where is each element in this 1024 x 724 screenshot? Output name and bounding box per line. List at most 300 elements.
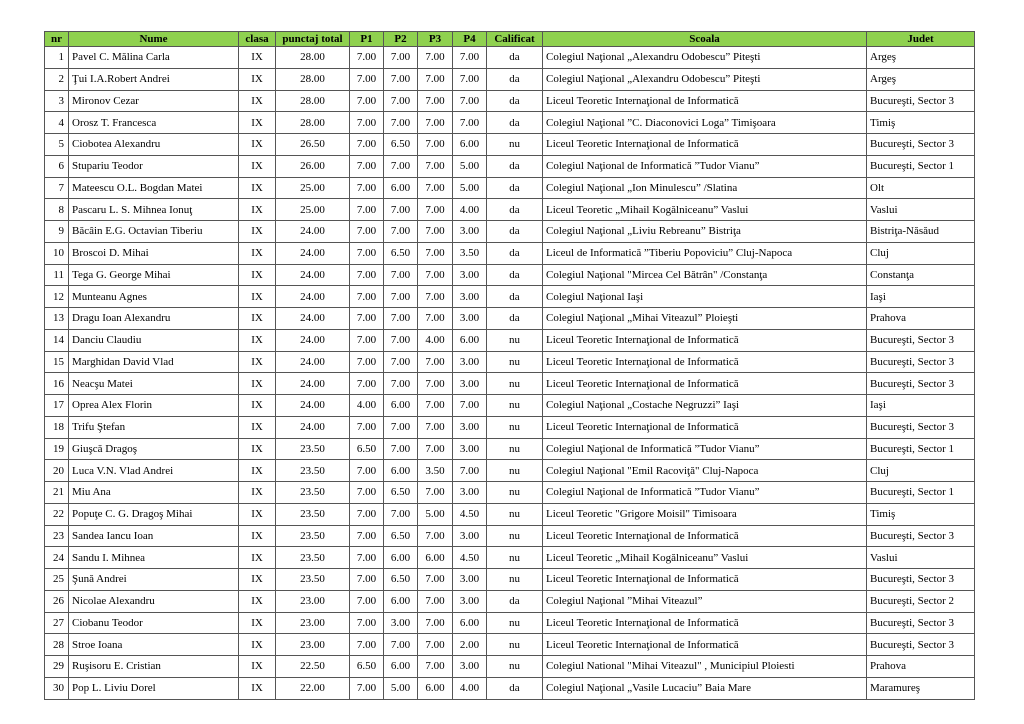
cell-nume: Orosz T. Francesca — [69, 112, 239, 134]
cell-calificat: nu — [487, 134, 543, 156]
header-p4: P4 — [453, 32, 487, 47]
cell-p3: 7.00 — [418, 482, 453, 504]
cell-scoala: Colegiul Naţional „Ion Minulescu” /Slatina — [543, 177, 867, 199]
header-nume: Nume — [69, 32, 239, 47]
table-row — [45, 286, 975, 308]
cell-nume: Stupariu Teodor — [69, 155, 239, 177]
cell-p2: 6.00 — [384, 395, 418, 417]
cell-nr: 26 — [45, 590, 69, 612]
cell-nume: Ciobotea Alexandru — [69, 134, 239, 156]
cell-p2: 6.00 — [384, 177, 418, 199]
cell-p3: 7.00 — [418, 308, 453, 330]
cell-punctaj-total: 22.50 — [276, 656, 350, 678]
cell-p1: 7.00 — [350, 134, 384, 156]
cell-scoala: Colegiul Naţional Iaşi — [543, 286, 867, 308]
cell-p1: 7.00 — [350, 90, 384, 112]
cell-p4: 3.00 — [453, 286, 487, 308]
cell-clasa: IX — [239, 460, 276, 482]
cell-p4: 7.00 — [453, 90, 487, 112]
cell-scoala: Colegiul Naţional „Mihai Viteazul” Ploieşti — [543, 308, 867, 330]
cell-p2: 6.50 — [384, 134, 418, 156]
table-row — [45, 525, 975, 547]
cell-calificat: da — [487, 242, 543, 264]
header-clasa: clasa — [239, 32, 276, 47]
cell-clasa: IX — [239, 308, 276, 330]
cell-p1: 7.00 — [350, 177, 384, 199]
cell-scoala: Colegiul Naţional ”C. Diaconovici Loga” Timişoara — [543, 112, 867, 134]
cell-p4: 2.00 — [453, 634, 487, 656]
cell-nume: Mironov Cezar — [69, 90, 239, 112]
cell-p3: 7.00 — [418, 373, 453, 395]
header-punctaj-total: punctaj total — [276, 32, 350, 47]
cell-p4: 4.00 — [453, 199, 487, 221]
cell-clasa: IX — [239, 199, 276, 221]
cell-p4: 3.50 — [453, 242, 487, 264]
cell-punctaj-total: 24.00 — [276, 242, 350, 264]
cell-p1: 7.00 — [350, 199, 384, 221]
cell-nr: 21 — [45, 482, 69, 504]
cell-p4: 7.00 — [453, 68, 487, 90]
cell-scoala: Colegiul Naţional de Informatică ”Tudor Vianu” — [543, 155, 867, 177]
table-row — [45, 308, 975, 330]
cell-p1: 7.00 — [350, 264, 384, 286]
cell-nume: Tega G. George Mihai — [69, 264, 239, 286]
cell-p3: 3.50 — [418, 460, 453, 482]
cell-clasa: IX — [239, 221, 276, 243]
cell-p1: 7.00 — [350, 308, 384, 330]
table-row — [45, 242, 975, 264]
cell-p1: 7.00 — [350, 329, 384, 351]
cell-scoala: Colegiul Naţional „Alexandru Odobescu” Piteşti — [543, 47, 867, 69]
cell-nr: 6 — [45, 155, 69, 177]
cell-clasa: IX — [239, 155, 276, 177]
cell-nr: 24 — [45, 547, 69, 569]
cell-nr: 23 — [45, 525, 69, 547]
cell-clasa: IX — [239, 90, 276, 112]
cell-p4: 6.00 — [453, 329, 487, 351]
cell-clasa: IX — [239, 590, 276, 612]
cell-punctaj-total: 23.00 — [276, 612, 350, 634]
cell-scoala: Liceul Teoretic "Grigore Moisil" Timisoara — [543, 503, 867, 525]
cell-p1: 7.00 — [350, 286, 384, 308]
cell-nume: Ţui I.A.Robert Andrei — [69, 68, 239, 90]
cell-p3: 7.00 — [418, 47, 453, 69]
cell-p2: 7.00 — [384, 199, 418, 221]
cell-nr: 28 — [45, 634, 69, 656]
cell-p2: 7.00 — [384, 503, 418, 525]
cell-p1: 7.00 — [350, 547, 384, 569]
cell-punctaj-total: 24.00 — [276, 351, 350, 373]
cell-p4: 6.00 — [453, 134, 487, 156]
cell-p1: 4.00 — [350, 395, 384, 417]
cell-p3: 7.00 — [418, 90, 453, 112]
table-row — [45, 395, 975, 417]
cell-nume: Ciobanu Teodor — [69, 612, 239, 634]
cell-p3: 7.00 — [418, 112, 453, 134]
cell-p3: 7.00 — [418, 351, 453, 373]
cell-p2: 5.00 — [384, 677, 418, 699]
cell-p3: 7.00 — [418, 177, 453, 199]
cell-judet: Bucureşti, Sector 3 — [867, 569, 975, 591]
cell-punctaj-total: 23.50 — [276, 525, 350, 547]
cell-clasa: IX — [239, 677, 276, 699]
cell-p4: 7.00 — [453, 47, 487, 69]
cell-p2: 7.00 — [384, 634, 418, 656]
header-scoala: Scoala — [543, 32, 867, 47]
cell-p3: 6.00 — [418, 677, 453, 699]
cell-calificat: nu — [487, 351, 543, 373]
cell-nume: Pavel C. Mălina Carla — [69, 47, 239, 69]
cell-nume: Băcâin E.G. Octavian Tiberiu — [69, 221, 239, 243]
table-row — [45, 90, 975, 112]
cell-calificat: nu — [487, 482, 543, 504]
table-row — [45, 199, 975, 221]
cell-nr: 9 — [45, 221, 69, 243]
cell-p2: 6.00 — [384, 547, 418, 569]
cell-clasa: IX — [239, 525, 276, 547]
cell-clasa: IX — [239, 569, 276, 591]
table-row — [45, 547, 975, 569]
cell-clasa: IX — [239, 612, 276, 634]
cell-clasa: IX — [239, 242, 276, 264]
cell-p2: 7.00 — [384, 90, 418, 112]
cell-p1: 7.00 — [350, 112, 384, 134]
cell-nr: 19 — [45, 438, 69, 460]
cell-p4: 5.00 — [453, 155, 487, 177]
cell-calificat: da — [487, 286, 543, 308]
cell-scoala: Liceul Teoretic Internaţional de Informatică — [543, 134, 867, 156]
cell-p4: 3.00 — [453, 416, 487, 438]
cell-p4: 4.00 — [453, 677, 487, 699]
cell-judet: Bucureşti, Sector 3 — [867, 416, 975, 438]
cell-p3: 7.00 — [418, 612, 453, 634]
cell-punctaj-total: 24.00 — [276, 264, 350, 286]
cell-p2: 7.00 — [384, 438, 418, 460]
table-row — [45, 677, 975, 699]
cell-nume: Pascaru L. S. Mihnea Ionuţ — [69, 199, 239, 221]
header-p1: P1 — [350, 32, 384, 47]
cell-judet: Iaşi — [867, 395, 975, 417]
cell-p4: 3.00 — [453, 590, 487, 612]
cell-p4: 7.00 — [453, 112, 487, 134]
cell-p3: 7.00 — [418, 134, 453, 156]
cell-clasa: IX — [239, 177, 276, 199]
cell-nr: 30 — [45, 677, 69, 699]
cell-clasa: IX — [239, 482, 276, 504]
cell-nume: Mateescu O.L. Bogdan Matei — [69, 177, 239, 199]
cell-p1: 7.00 — [350, 155, 384, 177]
cell-punctaj-total: 28.00 — [276, 90, 350, 112]
cell-judet: Prahova — [867, 308, 975, 330]
cell-clasa: IX — [239, 634, 276, 656]
cell-p1: 7.00 — [350, 460, 384, 482]
cell-scoala: Colegiul Naţional „Vasile Lucaciu” Baia Mare — [543, 677, 867, 699]
cell-judet: Bucureşti, Sector 1 — [867, 155, 975, 177]
cell-scoala: Colegiul Naţional „Costache Negruzzi” Iaşi — [543, 395, 867, 417]
cell-p1: 7.00 — [350, 221, 384, 243]
cell-nume: Miu Ana — [69, 482, 239, 504]
cell-calificat: da — [487, 264, 543, 286]
cell-punctaj-total: 24.00 — [276, 395, 350, 417]
cell-punctaj-total: 23.50 — [276, 438, 350, 460]
table-row — [45, 47, 975, 69]
cell-p4: 3.00 — [453, 482, 487, 504]
cell-judet: Bucureşti, Sector 3 — [867, 612, 975, 634]
table-row — [45, 438, 975, 460]
cell-p3: 7.00 — [418, 395, 453, 417]
cell-punctaj-total: 24.00 — [276, 373, 350, 395]
cell-calificat: nu — [487, 569, 543, 591]
cell-nr: 4 — [45, 112, 69, 134]
cell-p4: 7.00 — [453, 395, 487, 417]
header-p2: P2 — [384, 32, 418, 47]
cell-nr: 25 — [45, 569, 69, 591]
cell-calificat: da — [487, 677, 543, 699]
cell-punctaj-total: 26.00 — [276, 155, 350, 177]
cell-scoala: Liceul Teoretic Internaţional de Informatică — [543, 373, 867, 395]
cell-calificat: nu — [487, 525, 543, 547]
cell-judet: Cluj — [867, 242, 975, 264]
cell-p4: 6.00 — [453, 612, 487, 634]
cell-judet: Bucureşti, Sector 3 — [867, 90, 975, 112]
cell-nr: 1 — [45, 47, 69, 69]
cell-p1: 7.00 — [350, 68, 384, 90]
cell-p2: 6.50 — [384, 569, 418, 591]
table-row — [45, 612, 975, 634]
cell-nume: Luca V.N. Vlad Andrei — [69, 460, 239, 482]
cell-p2: 6.00 — [384, 460, 418, 482]
cell-judet: Iaşi — [867, 286, 975, 308]
cell-p1: 7.00 — [350, 677, 384, 699]
cell-p2: 6.50 — [384, 525, 418, 547]
cell-p2: 7.00 — [384, 329, 418, 351]
table-row — [45, 351, 975, 373]
cell-calificat: nu — [487, 634, 543, 656]
cell-nume: Trifu Ştefan — [69, 416, 239, 438]
table-row — [45, 155, 975, 177]
cell-nr: 5 — [45, 134, 69, 156]
cell-punctaj-total: 23.50 — [276, 482, 350, 504]
cell-nr: 7 — [45, 177, 69, 199]
table-row — [45, 221, 975, 243]
cell-scoala: Colegiul Naţional ”Mihai Viteazul” — [543, 590, 867, 612]
cell-p1: 7.00 — [350, 525, 384, 547]
cell-punctaj-total: 23.00 — [276, 634, 350, 656]
cell-scoala: Colegiul Naţional „Alexandru Odobescu” Piteşti — [543, 68, 867, 90]
cell-punctaj-total: 24.00 — [276, 286, 350, 308]
cell-judet: Cluj — [867, 460, 975, 482]
cell-judet: Bucureşti, Sector 1 — [867, 438, 975, 460]
cell-judet: Argeş — [867, 47, 975, 69]
cell-nume: Sandu I. Mihnea — [69, 547, 239, 569]
cell-clasa: IX — [239, 264, 276, 286]
cell-clasa: IX — [239, 134, 276, 156]
cell-p2: 7.00 — [384, 264, 418, 286]
cell-nr: 22 — [45, 503, 69, 525]
cell-p1: 7.00 — [350, 482, 384, 504]
cell-calificat: nu — [487, 373, 543, 395]
cell-nr: 15 — [45, 351, 69, 373]
cell-p4: 3.00 — [453, 569, 487, 591]
cell-punctaj-total: 24.00 — [276, 416, 350, 438]
cell-scoala: Colegiul Naţional "Emil Racoviţă" Cluj-Napoca — [543, 460, 867, 482]
cell-punctaj-total: 25.00 — [276, 199, 350, 221]
cell-p3: 4.00 — [418, 329, 453, 351]
cell-nume: Nicolae Alexandru — [69, 590, 239, 612]
cell-p2: 7.00 — [384, 373, 418, 395]
cell-nume: Dragu Ioan Alexandru — [69, 308, 239, 330]
cell-p1: 7.00 — [350, 503, 384, 525]
cell-judet: Bucureşti, Sector 1 — [867, 482, 975, 504]
cell-clasa: IX — [239, 68, 276, 90]
cell-p1: 7.00 — [350, 373, 384, 395]
cell-nr: 13 — [45, 308, 69, 330]
cell-judet: Bucureşti, Sector 3 — [867, 351, 975, 373]
cell-scoala: Colegiul Naţional „Liviu Rebreanu” Bistriţa — [543, 221, 867, 243]
table-row — [45, 503, 975, 525]
cell-nume: Broscoi D. Mihai — [69, 242, 239, 264]
cell-p4: 3.00 — [453, 656, 487, 678]
cell-judet: Argeş — [867, 68, 975, 90]
cell-punctaj-total: 26.50 — [276, 134, 350, 156]
table-row — [45, 590, 975, 612]
cell-calificat: da — [487, 308, 543, 330]
cell-p1: 7.00 — [350, 351, 384, 373]
cell-nr: 3 — [45, 90, 69, 112]
cell-nr: 17 — [45, 395, 69, 417]
cell-judet: Bucureşti, Sector 3 — [867, 134, 975, 156]
cell-scoala: Liceul Teoretic Internaţional de Informatică — [543, 416, 867, 438]
cell-punctaj-total: 24.00 — [276, 221, 350, 243]
cell-nume: Neacşu Matei — [69, 373, 239, 395]
cell-p2: 6.00 — [384, 590, 418, 612]
cell-p2: 7.00 — [384, 286, 418, 308]
cell-p3: 7.00 — [418, 656, 453, 678]
cell-punctaj-total: 24.00 — [276, 308, 350, 330]
cell-p2: 7.00 — [384, 416, 418, 438]
cell-judet: Maramureş — [867, 677, 975, 699]
cell-judet: Bucureşti, Sector 3 — [867, 525, 975, 547]
cell-nr: 8 — [45, 199, 69, 221]
cell-nr: 2 — [45, 68, 69, 90]
cell-calificat: da — [487, 112, 543, 134]
cell-p3: 7.00 — [418, 242, 453, 264]
cell-clasa: IX — [239, 656, 276, 678]
cell-clasa: IX — [239, 547, 276, 569]
cell-calificat: da — [487, 90, 543, 112]
cell-p2: 7.00 — [384, 221, 418, 243]
cell-calificat: nu — [487, 503, 543, 525]
cell-calificat: da — [487, 590, 543, 612]
cell-judet: Bistriţa-Năsăud — [867, 221, 975, 243]
cell-judet: Prahova — [867, 656, 975, 678]
cell-scoala: Colegiul Naţional de Informatică ”Tudor Vianu” — [543, 482, 867, 504]
cell-p1: 7.00 — [350, 634, 384, 656]
cell-p2: 6.50 — [384, 242, 418, 264]
cell-p2: 6.00 — [384, 656, 418, 678]
cell-nume: Munteanu Agnes — [69, 286, 239, 308]
cell-p3: 7.00 — [418, 590, 453, 612]
cell-p3: 7.00 — [418, 264, 453, 286]
cell-punctaj-total: 22.00 — [276, 677, 350, 699]
cell-punctaj-total: 28.00 — [276, 68, 350, 90]
cell-punctaj-total: 23.00 — [276, 590, 350, 612]
cell-nume: Danciu Claudiu — [69, 329, 239, 351]
cell-clasa: IX — [239, 395, 276, 417]
cell-p2: 7.00 — [384, 351, 418, 373]
cell-calificat: da — [487, 68, 543, 90]
cell-scoala: Colegiul Naţional de Informatică ”Tudor Vianu” — [543, 438, 867, 460]
table-row — [45, 329, 975, 351]
cell-calificat: nu — [487, 460, 543, 482]
cell-p4: 5.00 — [453, 177, 487, 199]
cell-p4: 3.00 — [453, 351, 487, 373]
cell-judet: Vaslui — [867, 199, 975, 221]
cell-judet: Olt — [867, 177, 975, 199]
cell-calificat: nu — [487, 329, 543, 351]
table-row — [45, 264, 975, 286]
cell-p4: 3.00 — [453, 221, 487, 243]
cell-p1: 7.00 — [350, 47, 384, 69]
cell-p3: 7.00 — [418, 525, 453, 547]
cell-punctaj-total: 23.50 — [276, 569, 350, 591]
cell-nume: Şună Andrei — [69, 569, 239, 591]
cell-clasa: IX — [239, 329, 276, 351]
cell-p3: 7.00 — [418, 155, 453, 177]
cell-clasa: IX — [239, 503, 276, 525]
cell-judet: Timiş — [867, 503, 975, 525]
cell-punctaj-total: 23.50 — [276, 460, 350, 482]
cell-punctaj-total: 25.00 — [276, 177, 350, 199]
cell-p3: 7.00 — [418, 221, 453, 243]
cell-judet: Bucureşti, Sector 3 — [867, 329, 975, 351]
cell-scoala: Liceul Teoretic Internaţional de Informatică — [543, 90, 867, 112]
cell-calificat: nu — [487, 612, 543, 634]
cell-p2: 7.00 — [384, 68, 418, 90]
cell-p3: 6.00 — [418, 547, 453, 569]
cell-calificat: nu — [487, 656, 543, 678]
table-row — [45, 68, 975, 90]
table-row — [45, 177, 975, 199]
table-row — [45, 112, 975, 134]
cell-scoala: Liceul de Informatică ”Tiberiu Popoviciu” Cluj-Napoca — [543, 242, 867, 264]
table-row — [45, 373, 975, 395]
cell-p4: 3.00 — [453, 525, 487, 547]
cell-scoala: Liceul Teoretic Internaţional de Informatică — [543, 634, 867, 656]
header-row — [45, 32, 975, 47]
cell-p3: 7.00 — [418, 416, 453, 438]
cell-punctaj-total: 28.00 — [276, 47, 350, 69]
header-p3: P3 — [418, 32, 453, 47]
table-row — [45, 482, 975, 504]
cell-nr: 29 — [45, 656, 69, 678]
table-row — [45, 460, 975, 482]
cell-nume: Giuşcă Dragoş — [69, 438, 239, 460]
cell-p4: 3.00 — [453, 264, 487, 286]
cell-p1: 6.50 — [350, 438, 384, 460]
cell-judet: Vaslui — [867, 547, 975, 569]
cell-p2: 7.00 — [384, 155, 418, 177]
cell-p3: 7.00 — [418, 286, 453, 308]
cell-nr: 11 — [45, 264, 69, 286]
cell-p1: 7.00 — [350, 612, 384, 634]
cell-scoala: Liceul Teoretic Internaţional de Informatică — [543, 525, 867, 547]
cell-p3: 7.00 — [418, 438, 453, 460]
cell-nr: 10 — [45, 242, 69, 264]
cell-calificat: nu — [487, 416, 543, 438]
cell-judet: Constanţa — [867, 264, 975, 286]
cell-scoala: Colegiul National "Mihai Viteazul" , Municipiul Ploiesti — [543, 656, 867, 678]
